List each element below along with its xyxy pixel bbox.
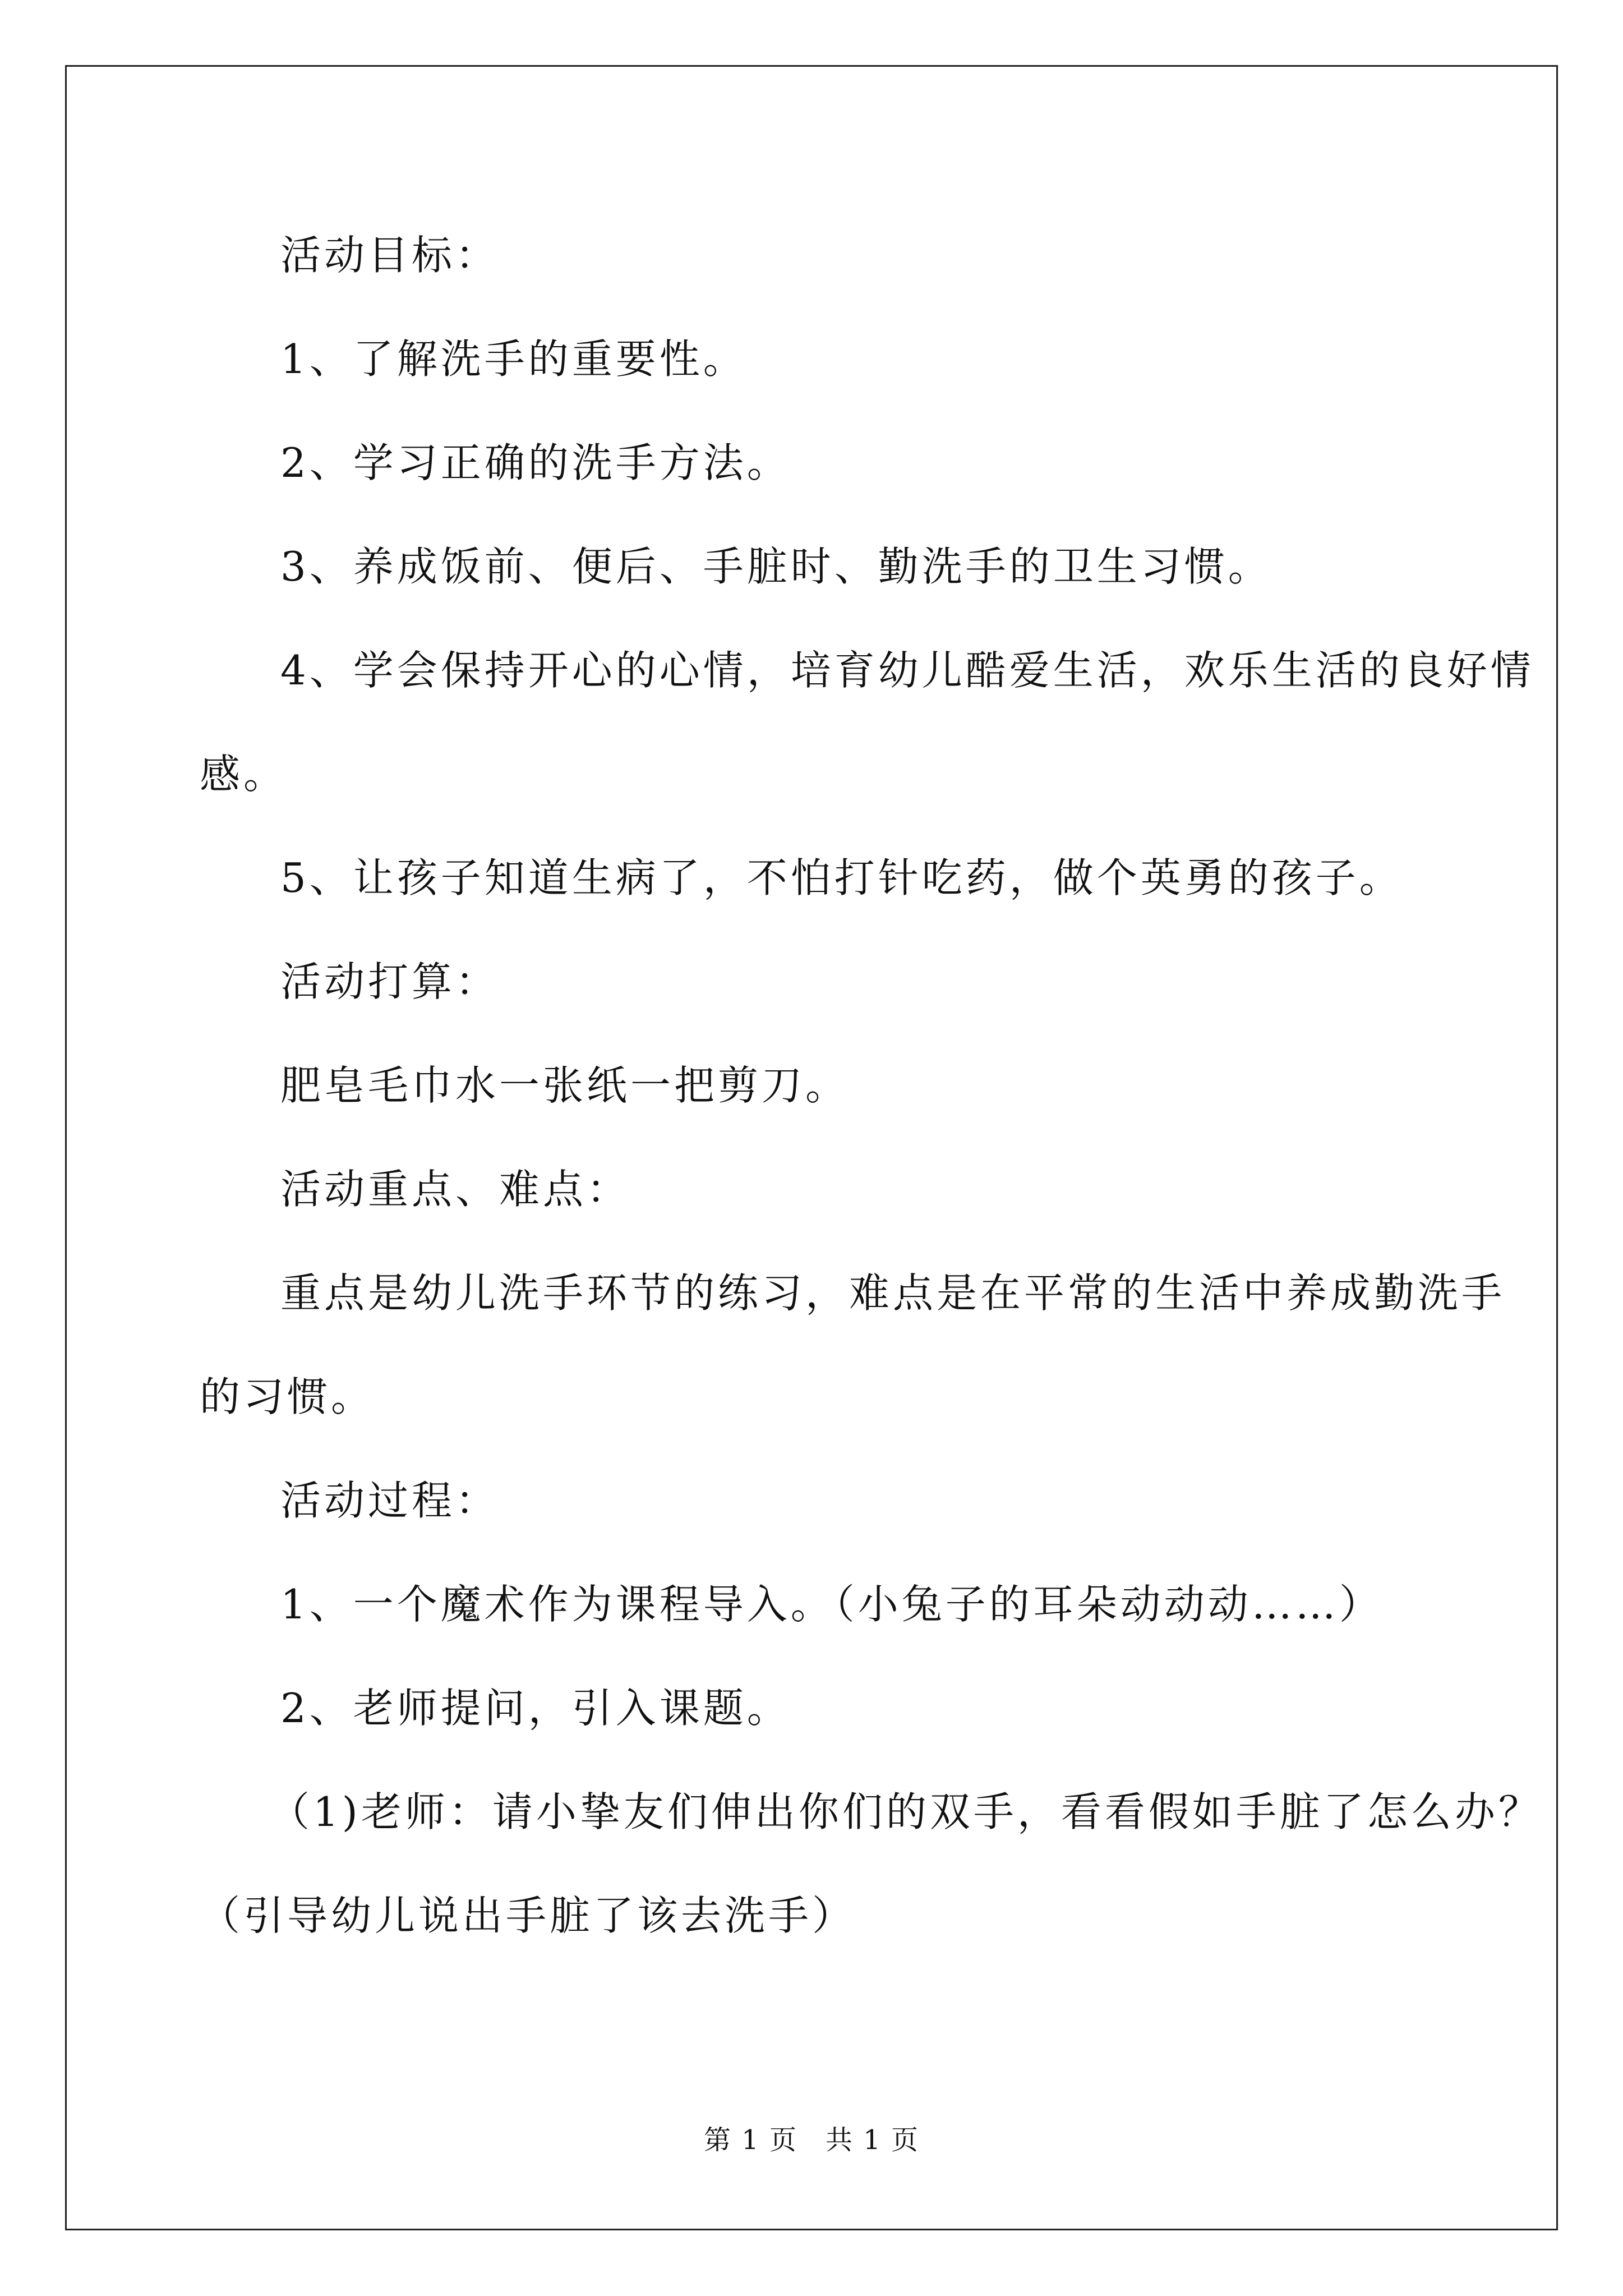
page-number-footer: 第 1 页 共 1 页 (703, 2124, 920, 2156)
goal-item-1: 1、了解洗手的重要性。 (280, 335, 747, 383)
section-heading-goals: 活动目标： (280, 232, 500, 279)
process-step-2-sub-1-note: （引导幼儿说出手脏了该去洗手） (200, 1892, 856, 1939)
section-heading-preparation: 活动打算： (280, 958, 500, 1005)
goal-item-4: 4、学会保持开心的心情，培育幼儿酷爱生活，欢乐生活的良好情 (280, 647, 1534, 694)
preparation-materials: 肥皂毛巾水一张纸一把剪刀。 (280, 1062, 850, 1109)
process-step-2: 2、老师提问，引入课题。 (280, 1685, 791, 1732)
section-heading-process: 活动过程： (280, 1477, 500, 1524)
goal-item-5: 5、让孩子知道生病了，不怕打针吃药，做个英勇的孩子。 (280, 854, 1403, 901)
goal-item-2: 2、学习正确的洗手方法。 (280, 439, 791, 486)
goal-item-3: 3、养成饭前、便后、手脏时、勤洗手的卫生习惯。 (280, 543, 1272, 590)
key-points-text-continued: 的习惯。 (200, 1373, 375, 1420)
process-step-2-sub-1: （1)老师：请小挚友们伸出你们的双手，看看假如手脏了怎么办？ (269, 1788, 1542, 1835)
goal-item-4-continued: 感。 (200, 751, 288, 798)
key-points-text: 重点是幼儿洗手环节的练习，难点是在平常的生活中养成勤洗手 (280, 1269, 1506, 1317)
section-heading-key-points: 活动重点、难点： (280, 1166, 631, 1213)
process-step-1: 1、一个魔术作为课程导入。（小兔子的耳朵动动动……） (280, 1581, 1383, 1628)
